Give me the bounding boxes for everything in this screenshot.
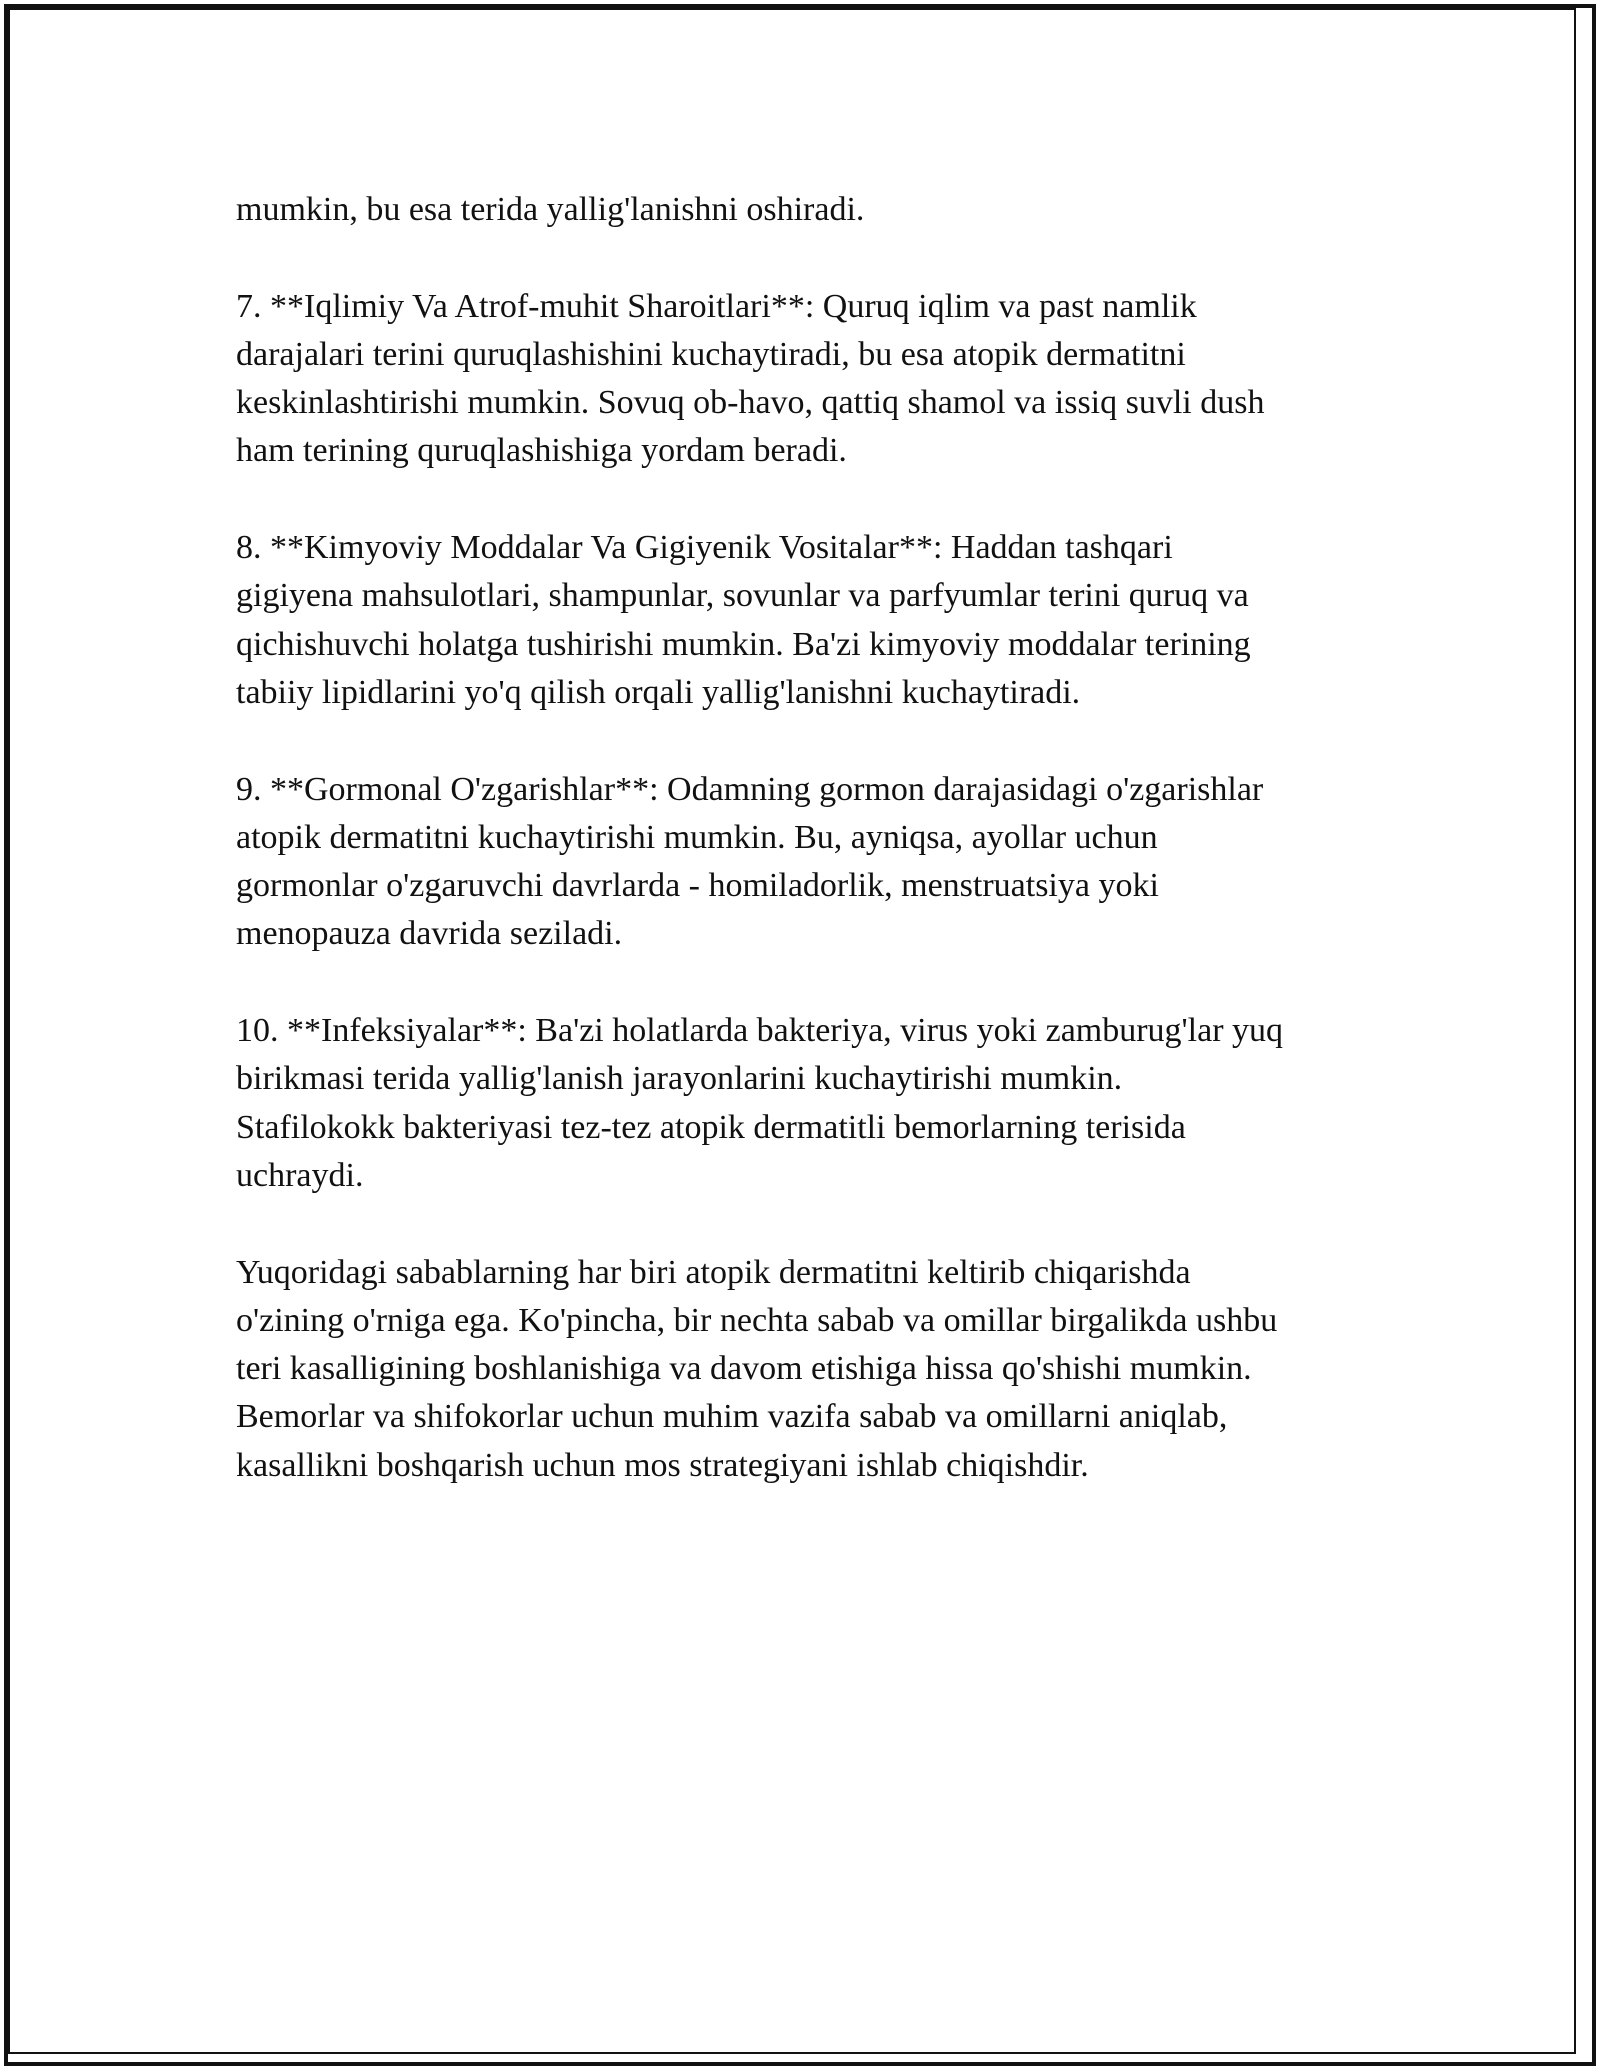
text-line: kasallikni boshqarish uchun mos strategiyani ishlab chiqishdir. — [236, 1446, 1089, 1484]
text-line: keskinlashtirishi mumkin. Sovuq ob-havo, qattiq shamol va issiq suvli dush — [236, 384, 1265, 422]
text-line: Bemorlar va shifokorlar uchun muhim vazifa sabab va omillarni aniqlab, — [236, 1398, 1228, 1436]
text-line: gigiyena mahsulotlari, shampunlar, sovunlar va parfyumlar terini quruq va — [236, 577, 1249, 615]
text-line: 7. **Iqlimiy Va Atrof-muhit Sharoitlari**: Quruq iqlim va past namlik — [236, 287, 1197, 325]
text-line: gormonlar o'zgaruvchi davrlarda - homiladorlik, menstruatsiya yoki — [236, 867, 1159, 905]
text-line: o'zining o'rniga ega. Ko'pincha, bir nechta sabab va omillar birgalikda ushbu — [236, 1301, 1278, 1339]
paragraph-conclusion — [236, 1249, 1396, 1490]
paragraph-item-9 — [236, 766, 1396, 959]
text-line: teri kasalligining boshlanishiga va davom etishiga hissa qo'shishi mumkin. — [236, 1350, 1252, 1388]
text-line: ham terining quruqlashishiga yordam beradi. — [236, 432, 847, 470]
paragraph-item-10 — [236, 1007, 1396, 1200]
text-line: Stafilokokk bakteriyasi tez-tez atopik dermatitli bemorlarning terisida — [236, 1108, 1186, 1146]
paragraph-continuation — [236, 186, 1396, 234]
text-line: atopik dermatitni kuchaytirishi mumkin. Bu, ayniqsa, ayollar uchun — [236, 818, 1158, 856]
text-line: darajalari terini quruqlashishini kuchaytiradi, bu esa atopik dermatitni — [236, 335, 1186, 373]
text-line: 10. **Infeksiyalar**: Ba'zi holatlarda bakteriya, virus yoki zamburug'lar yuq — [236, 1012, 1284, 1050]
text-line: mumkin, bu esa terida yallig'lanishni oshiradi. — [236, 191, 865, 228]
document-body — [236, 186, 1396, 1538]
paragraph-item-7 — [236, 283, 1396, 476]
text-line: 9. **Gormonal O'zgarishlar**: Odamning gormon darajasidagi o'zgarishlar — [236, 770, 1264, 808]
text-line: Yuqoridagi sabablarning har biri atopik dermatitni keltirib chiqarishda — [236, 1253, 1191, 1291]
text-line: 8. **Kimyoviy Moddalar Va Gigiyenik Vositalar**: Haddan tashqari — [236, 529, 1173, 567]
text-line: uchraydi. — [236, 1156, 364, 1194]
paragraph-item-8 — [236, 524, 1396, 717]
text-line: qichishuvchi holatga tushirishi mumkin. Ba'zi kimyoviy moddalar terining — [236, 625, 1251, 663]
text-line: birikmasi terida yallig'lanish jarayonlarini kuchaytirishi mumkin. — [236, 1060, 1123, 1098]
text-line: tabiiy lipidlarini yo'q qilish orqali yallig'lanishni kuchaytiradi. — [236, 673, 1081, 711]
text-line: menopauza davrida seziladi. — [236, 915, 623, 953]
